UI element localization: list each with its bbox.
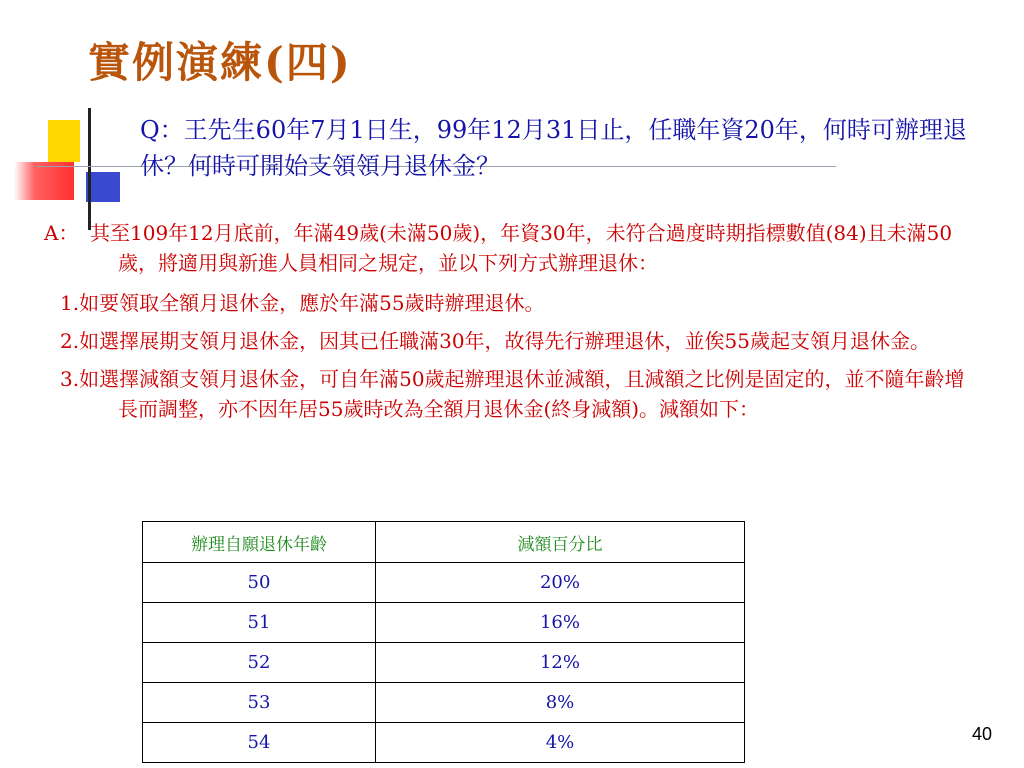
table-row	[143, 643, 745, 683]
table-cell-age: 52	[143, 643, 376, 683]
yellow-square-decoration	[48, 120, 80, 162]
page-number: 40	[972, 724, 993, 744]
table-cell-age: 53	[143, 683, 376, 723]
question-text: Q：王先生60年7月1日生，99年12月31日止，任職年資20年，何時可辦理退休？何時可開始支領領月退休金？	[140, 116, 967, 180]
item-number: 3.	[60, 367, 80, 391]
table-header-row	[143, 522, 745, 563]
table-cell-age: 51	[143, 603, 376, 643]
answer-intro	[44, 218, 974, 278]
vertical-rule-decoration	[88, 108, 91, 230]
answer-item	[44, 288, 974, 318]
table-row	[143, 683, 745, 723]
table-cell-age: 54	[143, 723, 376, 763]
table-header-percent: 減額百分比	[376, 522, 745, 563]
table-cell-percent: 8%	[376, 683, 745, 723]
slide-title: 實例演練(四)	[88, 38, 352, 87]
answer-label: A：	[44, 221, 79, 245]
table-cell-percent: 4%	[376, 723, 745, 763]
item-text: 如要領取全額月退休金，應於年滿55歲時辦理退休。	[79, 291, 545, 315]
item-text: 如選擇展期支領月退休金，因其已任職滿30年，故得先行辦理退休，並俟55歲起支領月退休金。	[79, 329, 930, 353]
table-row	[143, 723, 745, 763]
answer-block	[44, 218, 974, 424]
item-number: 2.	[60, 329, 80, 353]
item-text: 如選擇減額支領月退休金，可自年滿50歲起辦理退休並減額，且減額之比例是固定的，並不隨年齡增長而調整，亦不因年居55歲時改為全額月退休金(終身減額)。減額如下：	[79, 367, 965, 421]
table-cell-percent: 20%	[376, 563, 745, 603]
red-square-decoration	[14, 162, 74, 200]
table-cell-percent: 16%	[376, 603, 745, 643]
table-row	[143, 563, 745, 603]
item-number: 1.	[60, 291, 80, 315]
table-row	[143, 603, 745, 643]
answer-intro-text: 其至109年12月底前，年滿49歲(未滿50歲)，年資30年，未符合過度時期指標數值(84)且未滿50歲，將適用與新進人員相同之規定，並以下列方式辦理退休：	[90, 221, 953, 275]
answer-item	[44, 364, 974, 424]
reduction-rate-table	[142, 521, 745, 763]
table-cell-age: 50	[143, 563, 376, 603]
blue-square-decoration	[86, 172, 120, 202]
table-cell-percent: 12%	[376, 643, 745, 683]
answer-item	[44, 326, 974, 356]
table-header-age: 辦理自願退休年齡	[143, 522, 376, 563]
